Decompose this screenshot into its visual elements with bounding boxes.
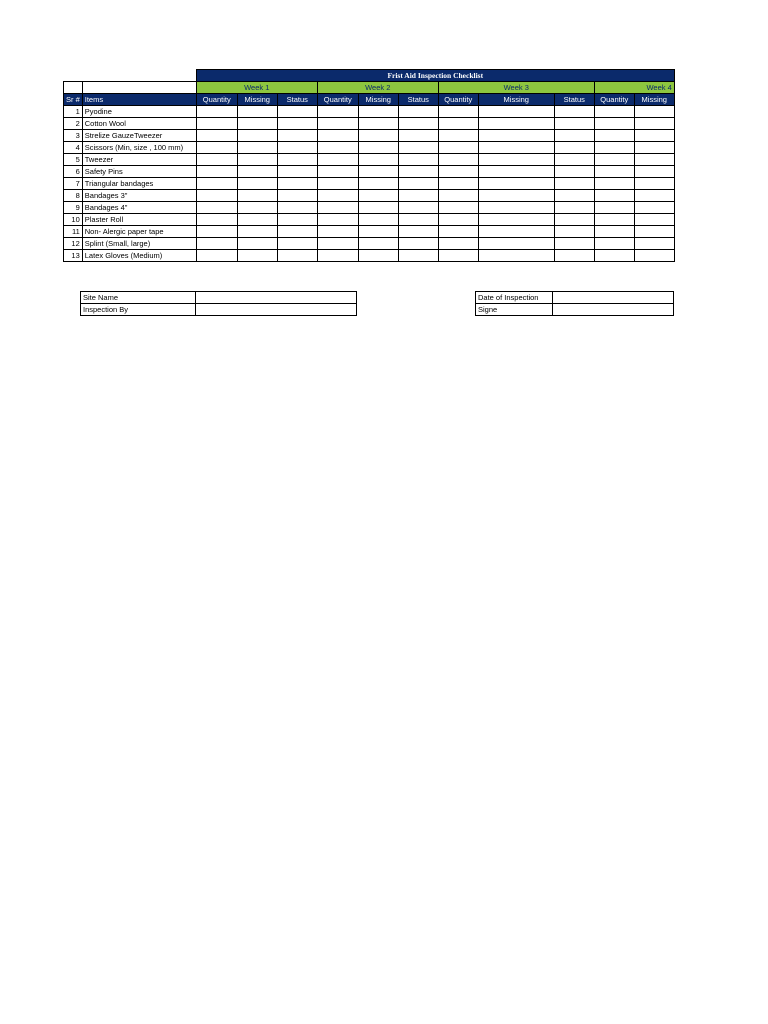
inspection-by-field[interactable] — [196, 304, 357, 316]
w3-status-header: Status — [554, 94, 594, 106]
entry-cell[interactable] — [634, 250, 674, 262]
entry-cell[interactable] — [634, 202, 674, 214]
entry-cell[interactable] — [317, 142, 358, 154]
week-2-header: Week 2 — [317, 82, 438, 94]
entry-cell[interactable] — [237, 250, 277, 262]
row-number: 4 — [64, 142, 83, 154]
entry-cell[interactable] — [438, 226, 478, 238]
table-row — [64, 190, 675, 202]
row-number: 13 — [64, 250, 83, 262]
entry-cell[interactable] — [634, 238, 674, 250]
entry-cell[interactable] — [277, 130, 317, 142]
entry-cell[interactable] — [196, 178, 237, 190]
entry-cell[interactable] — [478, 250, 554, 262]
corner-cell — [64, 82, 83, 94]
w3-quantity-header: Quantity — [438, 94, 478, 106]
table-row — [64, 238, 675, 250]
site-name-field[interactable] — [196, 292, 357, 304]
entry-cell[interactable] — [317, 178, 358, 190]
entry-cell[interactable] — [554, 166, 594, 178]
entry-cell[interactable] — [594, 106, 634, 118]
entry-cell[interactable] — [358, 154, 398, 166]
entry-cell[interactable] — [277, 202, 317, 214]
entry-cell[interactable] — [317, 226, 358, 238]
entry-cell[interactable] — [237, 106, 277, 118]
row-number: 3 — [64, 130, 83, 142]
entry-cell[interactable] — [554, 202, 594, 214]
table-row — [64, 154, 675, 166]
entry-cell[interactable] — [196, 250, 237, 262]
entry-cell[interactable] — [634, 166, 674, 178]
table-row — [64, 166, 675, 178]
row-number: 8 — [64, 190, 83, 202]
checklist-sheet — [63, 69, 675, 262]
entry-cell[interactable] — [196, 202, 237, 214]
w3-missing-header: Missing — [478, 94, 554, 106]
entry-cell[interactable] — [277, 118, 317, 130]
week-4-header: Week 4 — [594, 82, 674, 94]
entry-cell[interactable] — [196, 106, 237, 118]
entry-cell[interactable] — [594, 250, 634, 262]
items-header: Items — [82, 94, 196, 106]
entry-cell[interactable] — [438, 178, 478, 190]
entry-cell[interactable] — [634, 106, 674, 118]
entry-cell[interactable] — [358, 226, 398, 238]
entry-cell[interactable] — [196, 154, 237, 166]
entry-cell[interactable] — [398, 154, 438, 166]
entry-cell[interactable] — [634, 130, 674, 142]
entry-cell[interactable] — [196, 238, 237, 250]
entry-cell[interactable] — [594, 202, 634, 214]
table-row — [64, 250, 675, 262]
entry-cell[interactable] — [358, 142, 398, 154]
entry-cell[interactable] — [554, 178, 594, 190]
row-item-name: Tweezer — [82, 154, 196, 166]
entry-cell[interactable] — [358, 202, 398, 214]
entry-cell[interactable] — [237, 190, 277, 202]
row-number: 11 — [64, 226, 83, 238]
entry-cell[interactable] — [594, 118, 634, 130]
sr-header: Sr # — [64, 94, 83, 106]
entry-cell[interactable] — [317, 238, 358, 250]
entry-cell[interactable] — [317, 250, 358, 262]
w2-status-header: Status — [398, 94, 438, 106]
entry-cell[interactable] — [554, 190, 594, 202]
entry-cell[interactable] — [634, 190, 674, 202]
entry-cell[interactable] — [398, 166, 438, 178]
entry-cell[interactable] — [358, 118, 398, 130]
table-row — [64, 130, 675, 142]
entry-cell[interactable] — [594, 178, 634, 190]
entry-cell[interactable] — [594, 142, 634, 154]
entry-cell[interactable] — [438, 154, 478, 166]
entry-cell[interactable] — [634, 214, 674, 226]
entry-cell[interactable] — [478, 226, 554, 238]
row-item-name: Scissors (Min, size , 100 mm) — [82, 142, 196, 154]
entry-cell[interactable] — [237, 118, 277, 130]
entry-cell[interactable] — [554, 238, 594, 250]
week-3-header: Week 3 — [438, 82, 594, 94]
entry-cell[interactable] — [196, 166, 237, 178]
entry-cell[interactable] — [554, 154, 594, 166]
entry-cell[interactable] — [277, 142, 317, 154]
entry-cell[interactable] — [594, 154, 634, 166]
w1-status-header: Status — [277, 94, 317, 106]
row-item-name: Strelize GauzeTweezer — [82, 130, 196, 142]
entry-cell[interactable] — [478, 190, 554, 202]
entry-cell[interactable] — [634, 118, 674, 130]
row-number: 5 — [64, 154, 83, 166]
w2-quantity-header: Quantity — [317, 94, 358, 106]
entry-cell[interactable] — [237, 226, 277, 238]
entry-cell[interactable] — [438, 190, 478, 202]
row-number: 10 — [64, 214, 83, 226]
checklist-table — [63, 69, 675, 262]
entry-cell[interactable] — [317, 118, 358, 130]
row-item-name: Cotton Wool — [82, 118, 196, 130]
entry-cell[interactable] — [438, 106, 478, 118]
entry-cell[interactable] — [277, 250, 317, 262]
entry-cell[interactable] — [438, 130, 478, 142]
date-of-inspection-label: Date of Inspection — [476, 292, 553, 304]
row-item-name: Plaster Roll — [82, 214, 196, 226]
row-item-name: Bandages 4" — [82, 202, 196, 214]
entry-cell[interactable] — [237, 130, 277, 142]
row-item-name: Splint (Small, large) — [82, 238, 196, 250]
entry-cell[interactable] — [438, 142, 478, 154]
entry-cell[interactable] — [478, 166, 554, 178]
entry-cell[interactable] — [398, 226, 438, 238]
entry-cell[interactable] — [196, 190, 237, 202]
row-number: 6 — [64, 166, 83, 178]
table-row — [64, 178, 675, 190]
table-row — [64, 226, 675, 238]
entry-cell[interactable] — [554, 106, 594, 118]
entry-cell[interactable] — [478, 154, 554, 166]
table-row — [64, 214, 675, 226]
entry-cell[interactable] — [438, 166, 478, 178]
entry-cell[interactable] — [277, 106, 317, 118]
entry-cell[interactable] — [594, 226, 634, 238]
row-item-name: Bandages 3" — [82, 190, 196, 202]
entry-cell[interactable] — [438, 250, 478, 262]
inspection-info-table — [475, 291, 674, 316]
entry-cell[interactable] — [634, 226, 674, 238]
entry-cell[interactable] — [277, 238, 317, 250]
entry-cell[interactable] — [398, 178, 438, 190]
entry-cell[interactable] — [317, 190, 358, 202]
entry-cell[interactable] — [358, 238, 398, 250]
entry-cell[interactable] — [478, 178, 554, 190]
entry-cell[interactable] — [237, 214, 277, 226]
entry-cell[interactable] — [237, 166, 277, 178]
entry-cell[interactable] — [398, 202, 438, 214]
entry-cell[interactable] — [196, 214, 237, 226]
entry-cell[interactable] — [358, 166, 398, 178]
entry-cell[interactable] — [594, 190, 634, 202]
entry-cell[interactable] — [277, 178, 317, 190]
entry-cell[interactable] — [277, 214, 317, 226]
entry-cell[interactable] — [594, 238, 634, 250]
w4-quantity-header: Quantity — [594, 94, 634, 106]
entry-cell[interactable] — [237, 178, 277, 190]
w2-missing-header: Missing — [358, 94, 398, 106]
date-of-inspection-field[interactable] — [553, 292, 674, 304]
entry-cell[interactable] — [317, 202, 358, 214]
entry-cell[interactable] — [358, 106, 398, 118]
row-item-name: Non- Alergic paper tape — [82, 226, 196, 238]
entry-cell[interactable] — [277, 190, 317, 202]
entry-cell[interactable] — [478, 142, 554, 154]
entry-cell[interactable] — [554, 142, 594, 154]
entry-cell[interactable] — [438, 214, 478, 226]
table-row — [64, 118, 675, 130]
entry-cell[interactable] — [634, 142, 674, 154]
entry-cell[interactable] — [196, 226, 237, 238]
entry-cell[interactable] — [358, 214, 398, 226]
entry-cell[interactable] — [317, 130, 358, 142]
w1-quantity-header: Quantity — [196, 94, 237, 106]
w1-missing-header: Missing — [237, 94, 277, 106]
entry-cell[interactable] — [237, 202, 277, 214]
entry-cell[interactable] — [478, 106, 554, 118]
entry-cell[interactable] — [398, 130, 438, 142]
signe-field[interactable] — [553, 304, 674, 316]
entry-cell[interactable] — [554, 226, 594, 238]
entry-cell[interactable] — [398, 142, 438, 154]
entry-cell[interactable] — [196, 118, 237, 130]
week-1-header: Week 1 — [196, 82, 317, 94]
table-row — [64, 106, 675, 118]
entry-cell[interactable] — [554, 130, 594, 142]
row-item-name: Latex Gloves (Medium) — [82, 250, 196, 262]
entry-cell[interactable] — [594, 214, 634, 226]
entry-cell[interactable] — [554, 118, 594, 130]
entry-cell[interactable] — [398, 190, 438, 202]
entry-cell[interactable] — [398, 214, 438, 226]
table-row — [64, 202, 675, 214]
entry-cell[interactable] — [478, 238, 554, 250]
entry-cell[interactable] — [554, 250, 594, 262]
row-item-name: Pyodine — [82, 106, 196, 118]
entry-cell[interactable] — [438, 238, 478, 250]
page-title: Frist Aid Inspection Checklist — [196, 70, 674, 82]
row-item-name: Triangular bandages — [82, 178, 196, 190]
site-info-table — [80, 291, 357, 316]
entry-cell[interactable] — [554, 214, 594, 226]
entry-cell[interactable] — [196, 142, 237, 154]
row-number: 12 — [64, 238, 83, 250]
entry-cell[interactable] — [358, 190, 398, 202]
title-spacer — [64, 70, 197, 82]
entry-cell[interactable] — [398, 250, 438, 262]
entry-cell[interactable] — [277, 166, 317, 178]
table-row — [64, 142, 675, 154]
entry-cell[interactable] — [277, 154, 317, 166]
entry-cell[interactable] — [317, 154, 358, 166]
entry-cell[interactable] — [594, 130, 634, 142]
entry-cell[interactable] — [398, 106, 438, 118]
entry-cell[interactable] — [398, 238, 438, 250]
row-number: 2 — [64, 118, 83, 130]
site-name-label: Site Name — [81, 292, 196, 304]
entry-cell[interactable] — [398, 118, 438, 130]
corner-cell — [82, 82, 196, 94]
entry-cell[interactable] — [438, 118, 478, 130]
row-item-name: Safety Pins — [82, 166, 196, 178]
entry-cell[interactable] — [277, 226, 317, 238]
entry-cell[interactable] — [358, 250, 398, 262]
entry-cell[interactable] — [358, 178, 398, 190]
entry-cell[interactable] — [478, 130, 554, 142]
entry-cell[interactable] — [237, 154, 277, 166]
row-number: 9 — [64, 202, 83, 214]
entry-cell[interactable] — [478, 202, 554, 214]
entry-cell[interactable] — [358, 130, 398, 142]
entry-cell[interactable] — [317, 214, 358, 226]
entry-cell[interactable] — [634, 154, 674, 166]
entry-cell[interactable] — [317, 106, 358, 118]
entry-cell[interactable] — [634, 178, 674, 190]
entry-cell[interactable] — [478, 214, 554, 226]
w4-missing-header: Missing — [634, 94, 674, 106]
entry-cell[interactable] — [438, 202, 478, 214]
entry-cell[interactable] — [478, 118, 554, 130]
inspection-by-label: Inspection By — [81, 304, 196, 316]
signe-label: Signe — [476, 304, 553, 316]
entry-cell[interactable] — [237, 142, 277, 154]
entry-cell[interactable] — [594, 166, 634, 178]
entry-cell[interactable] — [196, 130, 237, 142]
row-number: 7 — [64, 178, 83, 190]
row-number: 1 — [64, 106, 83, 118]
entry-cell[interactable] — [317, 166, 358, 178]
entry-cell[interactable] — [237, 238, 277, 250]
